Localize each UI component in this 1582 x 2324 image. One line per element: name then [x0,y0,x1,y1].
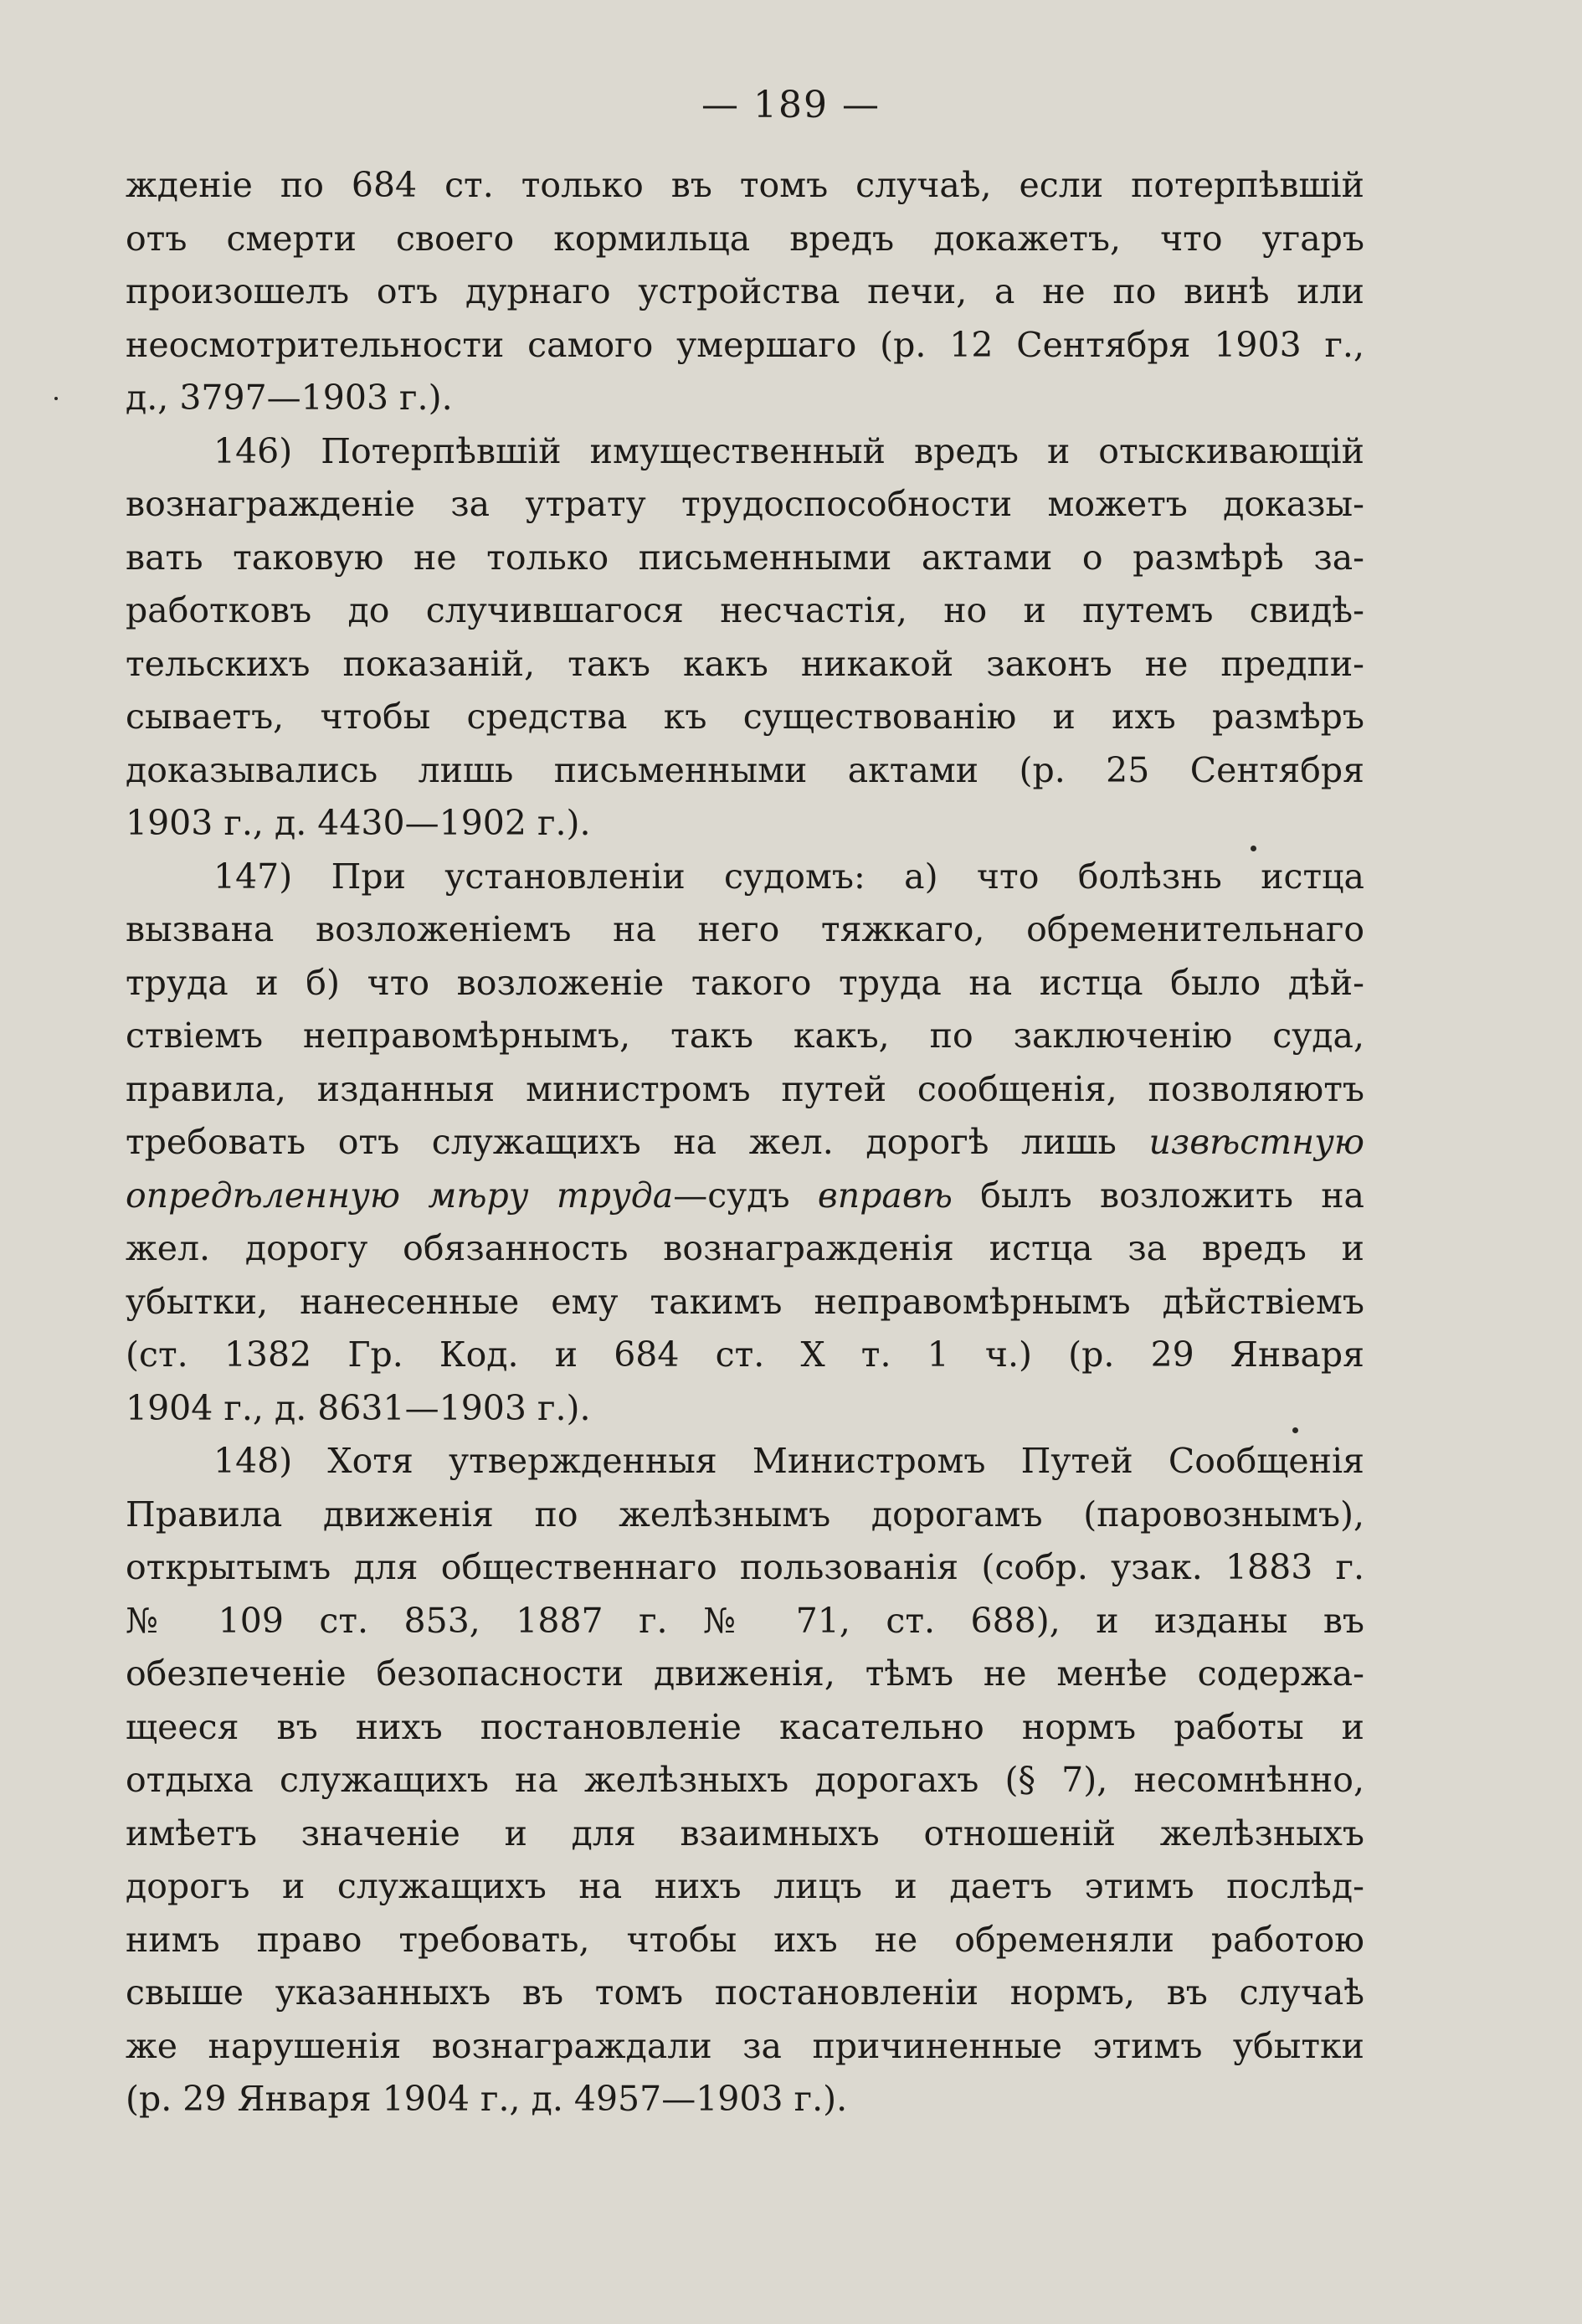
text-line: д., 3797—1903 г.). [126,378,453,418]
text-line: 1903 г., д. 4430—1902 г.). [126,803,591,843]
text-line-mixed [126,1116,1364,1170]
text-line: сываетъ, чтобы средства къ существованію и ихъ размѣръ [126,697,1364,737]
text-line: Правила движенія по желѣзнымъ дорогамъ (паровознымъ), [126,1494,1364,1535]
text-line: свыше указанныхъ въ томъ постановленіи нормъ, въ случаѣ [126,1972,1364,2013]
text-line: жел. дорогу обязанность вознагражденія истца за вредъ и [126,1228,1364,1268]
italic-text-run: извѣстную [1148,1122,1364,1162]
text-run: —судъ [673,1175,818,1216]
text-line: № 109 ст. 853, 1887 г. № 71, ст. 688), и изданы въ [126,1600,1364,1641]
text-line: тельскихъ показаній, такъ какъ никакой законъ не предпи- [126,643,1364,684]
text-line: вызвана возложеніемъ на него тяжкаго, обременительнаго [126,909,1364,949]
text-line: неосмотрительности самого умершаго (р. 12 Сентября 1903 г., [126,324,1364,365]
text-run: былъ возложить на [952,1175,1364,1216]
text-line: (ст. 1382 Гр. Код. и 684 ст. X т. 1 ч.) (р. 29 Января [126,1334,1364,1375]
paragraph-146-start: 146) Потерпѣвшій имущественный вредъ и отыскивающій [213,430,1364,471]
text-line: имѣетъ значеніе и для взаимныхъ отношеній желѣзныхъ [126,1812,1364,1854]
text-line: труда и б) что возложеніе такого труда на истца было дѣй- [126,962,1364,1003]
text-line: вознагражденіе за утрату трудоспособности можетъ доказы- [126,484,1364,524]
ink-speck [54,397,58,400]
text-line: убытки, нанесенные ему такимъ неправомѣрнымъ дѣйствіемъ [126,1281,1364,1322]
text-line: вать таковую не только письменными актами о размѣрѣ за- [126,537,1364,578]
text-line: дорогъ и служащихъ на нихъ лицъ и даетъ этимъ послѣд- [126,1866,1364,1906]
page-number: — 189 — [701,84,881,126]
text-line: 1904 г., д. 8631—1903 г.). [126,1387,591,1428]
paragraph-148-start: 148) Хотя утвержденныя Министромъ Путей Сообщенія [213,1441,1364,1481]
italic-text-run: вправѣ [817,1175,953,1216]
text-line: (р. 29 Января 1904 г., д. 4957—1903 г.). [126,2079,848,2119]
text-line: нимъ право требовать, чтобы ихъ не обременяли работою [126,1919,1364,1960]
text-line: обезпеченіе безопасности движенія, тѣмъ не менѣе содержа- [126,1653,1364,1694]
text-line: отдыха служащихъ на желѣзныхъ дорогахъ (§ 7), несомнѣнно, [126,1760,1364,1800]
ink-speck [1292,1427,1298,1433]
text-line: жденіе по 684 ст. только въ томъ случаѣ, если потерпѣвшій [126,165,1364,205]
text-line: открытымъ для общественнаго пользованія (собр. узак. 1883 г. [126,1547,1364,1587]
italic-text-run: опредѣленную мѣру труда [126,1175,674,1216]
text-line: правила, изданныя министромъ путей сообщенія, позволяютъ [126,1068,1364,1109]
text-line: произошелъ отъ дурнаго устройства печи, а не по винѣ или [126,271,1364,311]
page-body-text [126,159,1364,2126]
text-line: доказывались лишь письменными актами (р. 25 Сентября [126,749,1364,790]
text-line: работковъ до случившагося несчастія, но и путемъ свидѣ- [126,590,1364,630]
text-line: щееся въ нихъ постановленіе касательно нормъ работы и [126,1706,1364,1747]
text-line: же нарушенія вознаграждали за причиненные этимъ убытки [126,2025,1364,2066]
paragraph-147-start: 147) При установленіи судомъ: а) что болѣзнь истца [213,856,1364,897]
text-line-mixed [126,1170,1364,1223]
text-line: отъ смерти своего кормильца вредъ докажетъ, что угаръ [126,218,1364,259]
text-run: требовать отъ служащихъ на жел. дорогѣ лишь [126,1122,1149,1162]
ink-speck [1251,846,1256,851]
text-line: ствіемъ неправомѣрнымъ, такъ какъ, по заключенію суда, [126,1015,1364,1056]
